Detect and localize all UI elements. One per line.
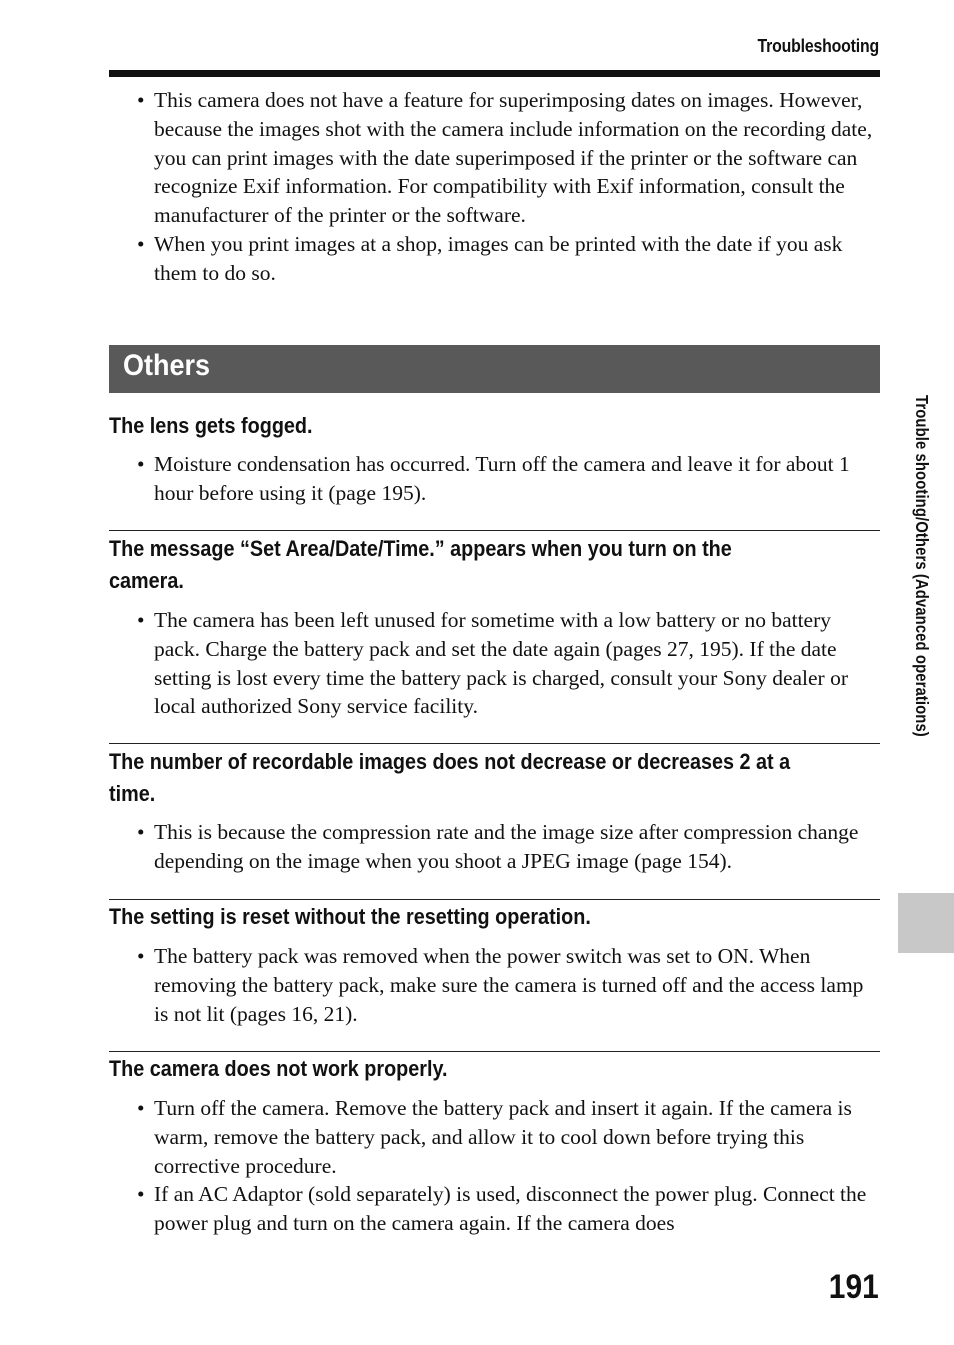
list-item: • Turn off the camera. Remove the battery pack and insert it again. If the camera is warm, remove the battery pack, and allow it to cool down before trying this corrective procedure. [109, 1094, 880, 1180]
topic-bullet-list [109, 606, 880, 721]
section-header-bar [109, 345, 880, 393]
topic-heading: The camera does not work properly. [109, 1056, 448, 1081]
side-tab-text: Trouble shooting/Others (Advanced operations) [912, 395, 932, 737]
topic-divider [109, 899, 880, 900]
topic-heading: The lens gets fogged. [109, 413, 313, 438]
side-chapter-tab [898, 395, 946, 875]
topic-body [109, 606, 880, 721]
topic-body [109, 818, 880, 876]
list-item: • The battery pack was removed when the power switch was set to ON. When removing the battery pack, make sure the camera is turned off and the access lamp is not lit (pages 16, 21). [109, 942, 880, 1028]
header-rule [109, 70, 880, 77]
list-item: • Moisture condensation has occurred. Turn off the camera and leave it for about 1 hour before using it (page 195). [109, 450, 880, 508]
intro-bullet-list [109, 86, 880, 288]
topic-bullet-list [109, 1094, 880, 1238]
section-title: Others [123, 349, 211, 382]
topic-bullet-list [109, 450, 880, 508]
running-header: Troubleshooting [757, 36, 879, 56]
topic-divider [109, 530, 880, 531]
topic-bullet-list [109, 818, 880, 876]
topic-divider [109, 743, 880, 744]
topic-divider [109, 1051, 880, 1052]
topic-body [109, 450, 880, 508]
side-tab-marker [898, 893, 954, 953]
list-item: • This is because the compression rate and the image size after compression change depending on the image when you shoot a JPEG image (page 154). [109, 818, 880, 876]
topic-body [109, 1094, 880, 1238]
topic-heading: The setting is reset without the resetting operation. [109, 904, 591, 929]
intro-block [109, 86, 880, 288]
list-item: • When you print images at a shop, images can be printed with the date if you ask them to do so. [109, 230, 880, 288]
topic-heading: The message “Set Area/Date/Time.” appears when you turn on the camera. [109, 536, 732, 593]
page-number: 191 [829, 1268, 879, 1306]
topic-bullet-list [109, 942, 880, 1028]
list-item: • If an AC Adaptor (sold separately) is used, disconnect the power plug. Connect the power plug and turn on the camera again. If the camera does [109, 1180, 880, 1238]
topic-heading: The number of recordable images does not decrease or decreases 2 at a time. [109, 749, 791, 806]
side-tab-label [910, 395, 934, 797]
topic-body [109, 942, 880, 1028]
list-item: • The camera has been left unused for sometime with a low battery or no battery pack. Charge the battery pack and set the date again (pages 27, 195). If the date setting is lost every time the battery pack is charged, consult your Sony dealer or local authorized Sony service facility. [109, 606, 880, 721]
list-item: • This camera does not have a feature for superimposing dates on images. However, because the images shot with the camera include information on the recording date, you can print images with the date superimposed if the printer or the software can recognize Exif information. For compatibility with Exif information, consult the manufacturer of the printer or the software. [109, 86, 880, 230]
